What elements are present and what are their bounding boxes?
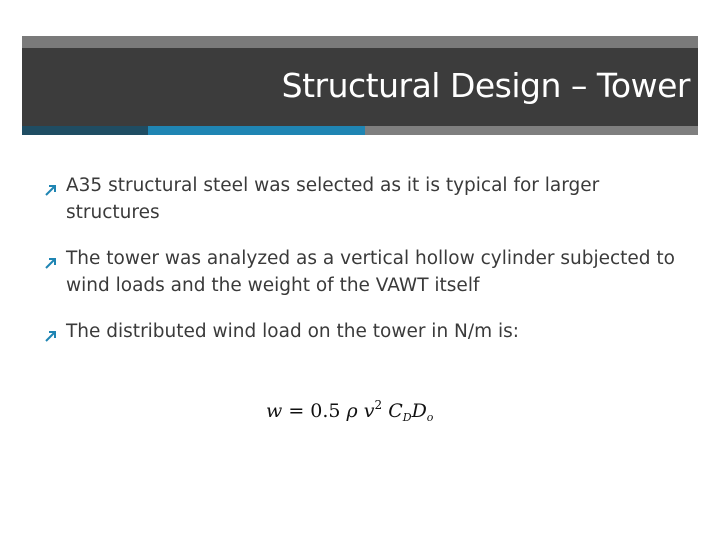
formula-lhs: w <box>266 400 283 422</box>
diagonal-arrow-icon <box>44 172 66 205</box>
diagonal-arrow-icon <box>44 318 66 351</box>
formula-cd: C <box>388 400 403 422</box>
slide-title: Structural Design – Tower <box>281 66 690 105</box>
formula-v: v <box>363 400 375 422</box>
title-bar-top <box>22 36 698 48</box>
bullet-text: The distributed wind load on the tower in N/m is: <box>66 321 520 342</box>
formula-v-exponent: 2 <box>374 398 383 412</box>
bullet-text: The tower was analyzed as a vertical hollow cylinder subjected to wind loads and the weight of the VAWT itself <box>66 248 676 296</box>
formula-coefficient: 0.5 <box>310 400 341 422</box>
accent-segment-blue <box>148 126 365 135</box>
accent-segment-dark <box>22 126 148 135</box>
formula-rho: ρ <box>346 400 358 422</box>
title-bar <box>22 48 698 126</box>
bullet-item <box>44 172 694 226</box>
formula-cd-subscript: D <box>402 411 412 424</box>
bullet-text: A35 structural steel was selected as it is typical for larger structures <box>66 175 600 223</box>
bullet-list <box>44 172 694 370</box>
diagonal-arrow-icon <box>44 245 66 278</box>
bullet-item <box>44 245 694 299</box>
accent-strip <box>22 126 698 135</box>
accent-segment-gray <box>365 126 698 135</box>
formula-equals: = <box>288 400 305 422</box>
bullet-item <box>44 318 694 351</box>
wind-load-formula <box>266 398 433 424</box>
formula-do-subscript: o <box>426 411 434 424</box>
formula-do: D <box>411 400 427 422</box>
